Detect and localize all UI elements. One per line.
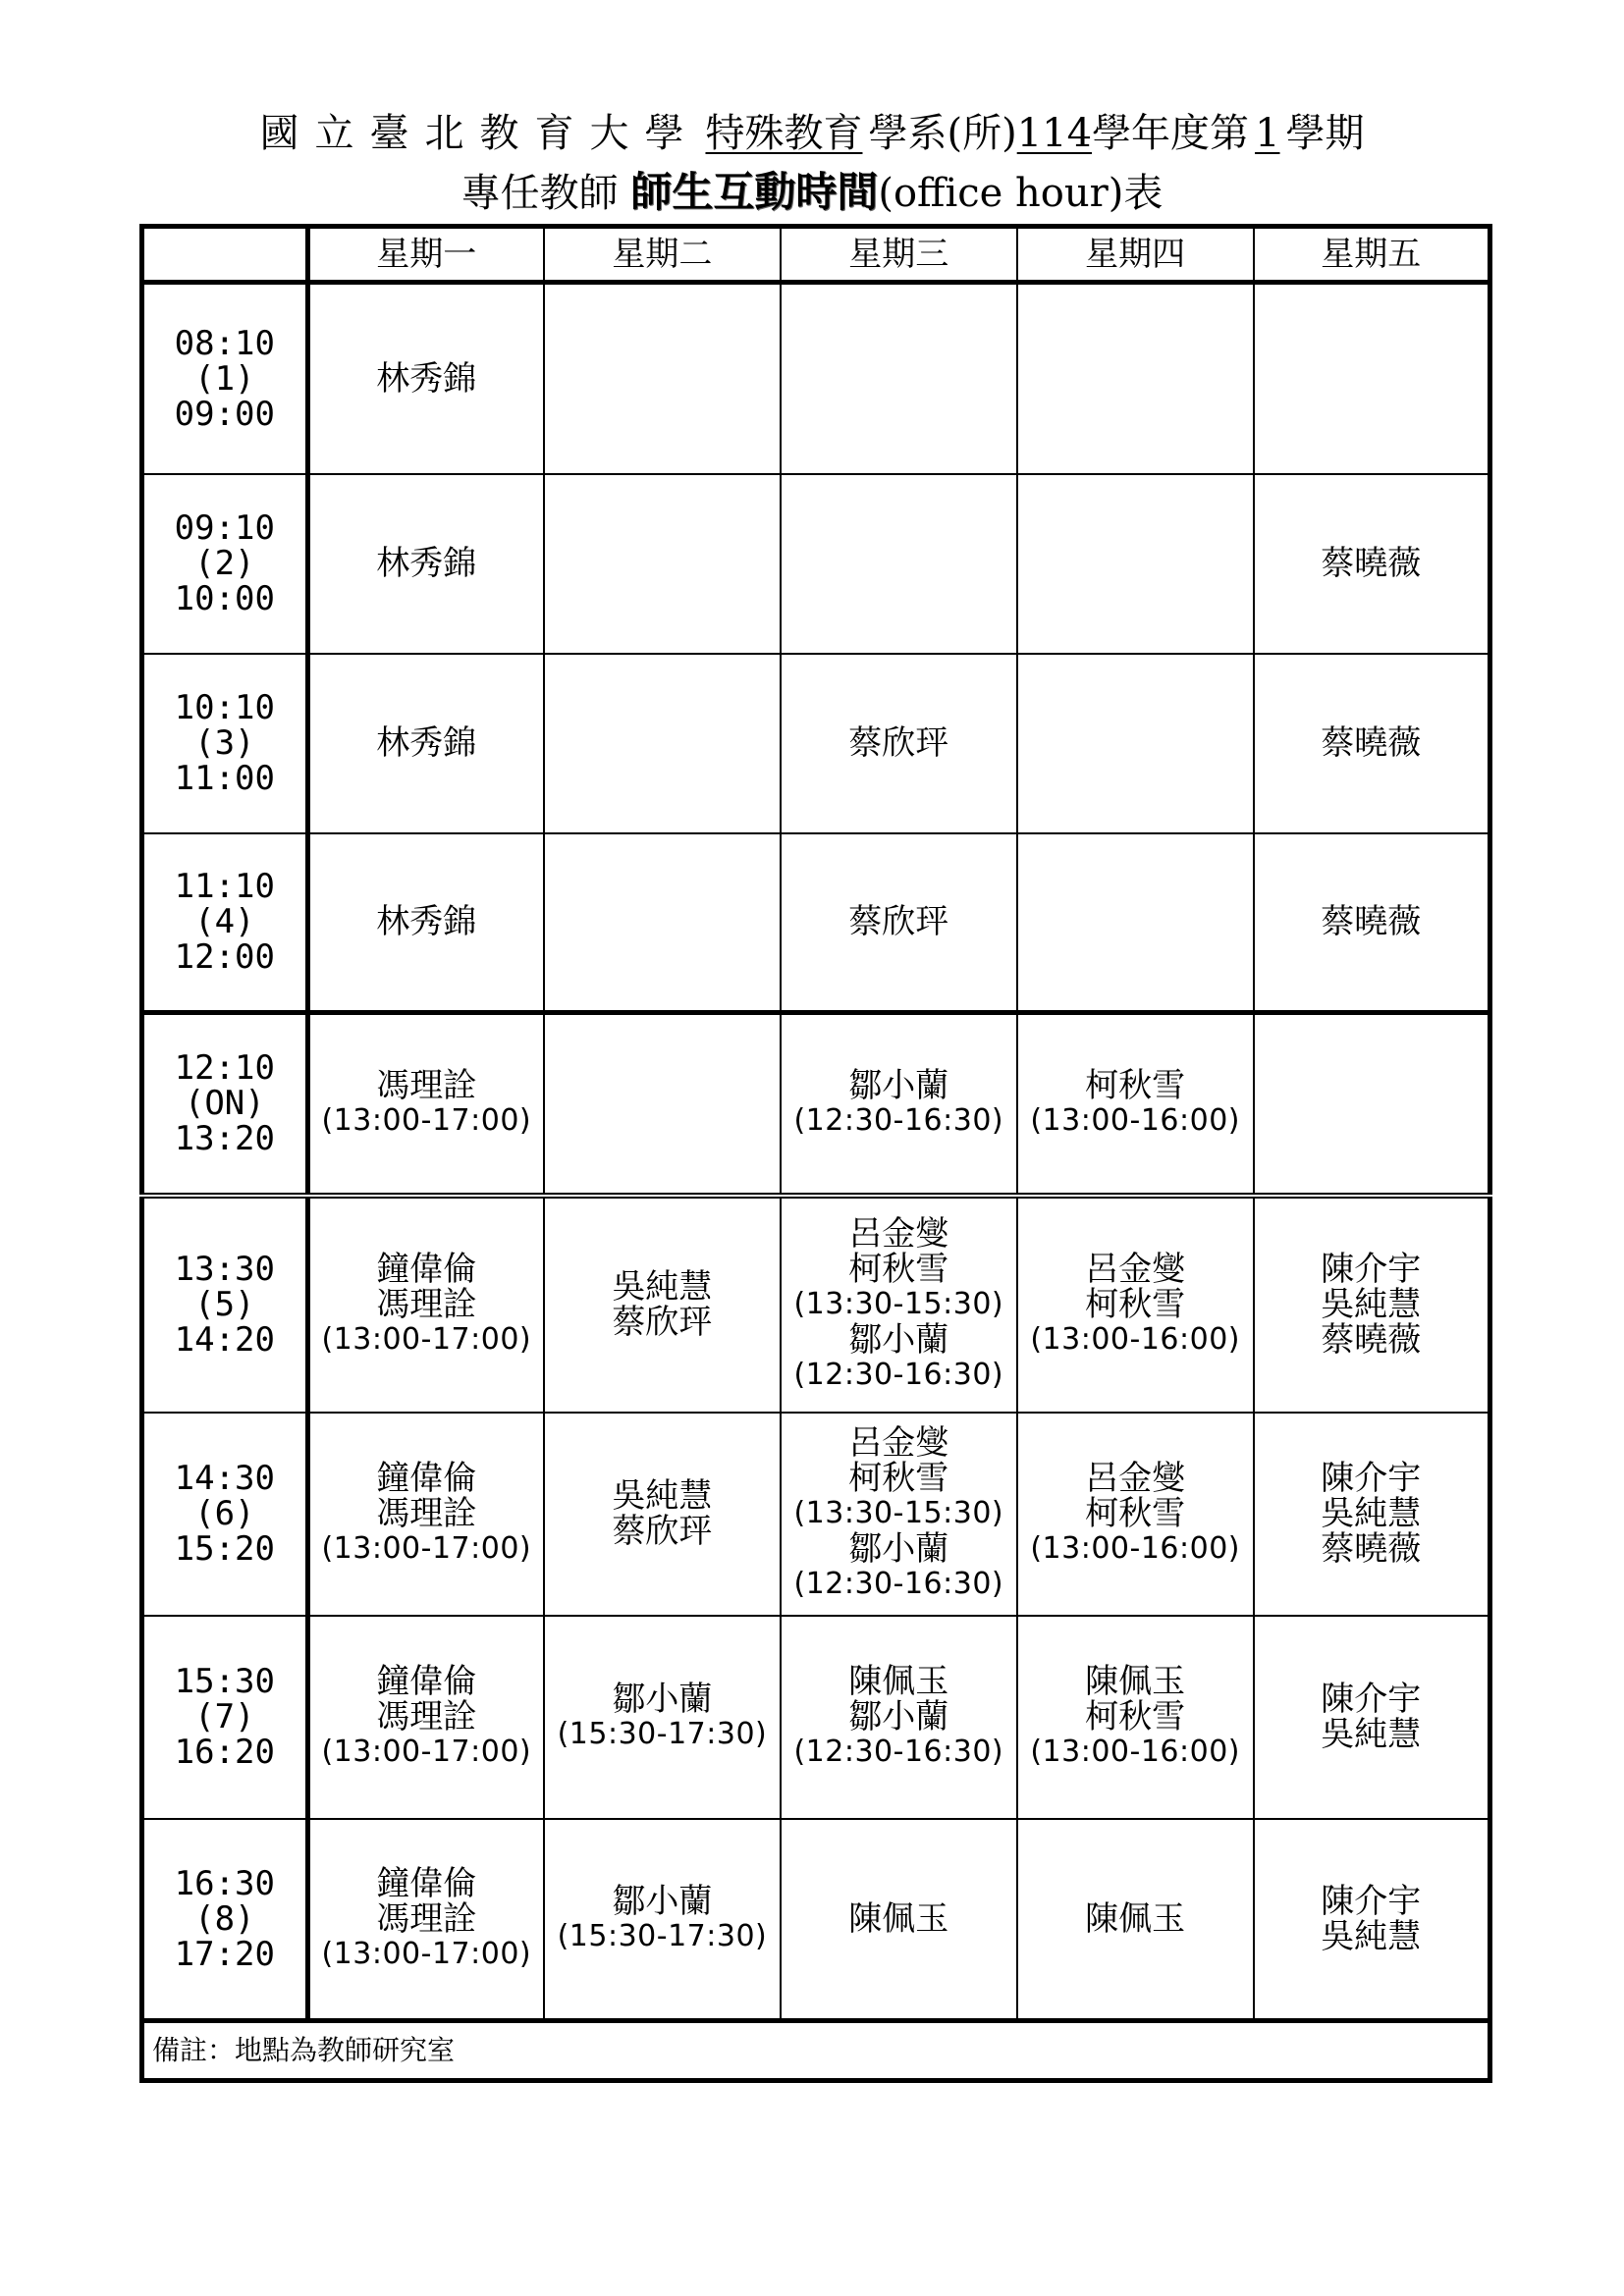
teacher-name: 陳佩玉 <box>848 1662 949 1701</box>
time-range: (13:00-16:00) <box>1030 1735 1240 1769</box>
schedule-cell-tue <box>544 654 781 833</box>
office-hour-table <box>139 224 1492 2083</box>
schedule-cell-tue <box>544 474 781 654</box>
note-text: 備註：地點為教師研究室 <box>142 2021 1490 2081</box>
time-range: (12:30-16:30) <box>793 1358 1004 1392</box>
time-start: 08:10 <box>174 323 275 363</box>
teacher-name: 鄒小蘭 <box>848 1697 949 1736</box>
teacher-name: 吳純慧 <box>612 1267 713 1307</box>
time-range: (13:00-17:00) <box>321 1735 532 1769</box>
time-end: 13:20 <box>174 1119 275 1159</box>
time-period: (ON) <box>184 1084 265 1124</box>
title-suffix: 表 <box>1123 171 1164 216</box>
schedule-cell-wed <box>781 283 1017 474</box>
schedule-cell-thu <box>1017 1616 1254 1819</box>
teacher-name: 吳純慧 <box>1321 1285 1422 1324</box>
teacher-name: 鄒小蘭 <box>848 1529 949 1569</box>
time-end: 17:20 <box>174 1934 275 1974</box>
time-range: (15:30-17:30) <box>557 1918 768 1953</box>
teacher-name: 陳介宇 <box>1321 1459 1422 1498</box>
day-header-fri: 星期五 <box>1254 227 1490 283</box>
schedule-cell-mon <box>307 654 544 833</box>
schedule-cell-tue <box>544 283 781 474</box>
teacher-name: 呂金燮 <box>1085 1459 1186 1498</box>
time-range: (13:00-16:00) <box>1030 1531 1240 1566</box>
time-range: (12:30-16:30) <box>793 1103 1004 1139</box>
time-end: 14:20 <box>174 1320 275 1360</box>
time-end: 09:00 <box>174 394 275 434</box>
teacher-name: 柯秋雪 <box>1085 1697 1186 1736</box>
schedule-cell-thu <box>1017 654 1254 833</box>
schedule-cell-wed <box>781 1413 1017 1616</box>
teacher-name: 蔡欣玶 <box>612 1303 713 1342</box>
time-period: (2) <box>194 544 255 583</box>
note-row <box>142 2021 1490 2081</box>
time-end: 12:00 <box>174 937 275 978</box>
time-slot-cell <box>142 1616 308 1819</box>
time-range: (13:30-15:30) <box>793 1496 1004 1530</box>
teacher-name: 鄒小蘭 <box>848 1320 949 1360</box>
schedule-cell-wed <box>781 1616 1017 1819</box>
table-row <box>142 474 1490 654</box>
teacher-name: 蔡曉薇 <box>1321 902 1422 942</box>
schedule-cell-fri <box>1254 1616 1490 1819</box>
schedule-cell-mon <box>307 1196 544 1413</box>
schedule-cell-tue <box>544 1819 781 2021</box>
schedule-cell-thu <box>1017 474 1254 654</box>
time-period: (1) <box>194 358 255 399</box>
schedule-cell-fri <box>1254 1013 1490 1196</box>
table-row <box>142 1819 1490 2021</box>
teacher-name: 陳介宇 <box>1321 1250 1422 1289</box>
schedule-cell-mon <box>307 833 544 1013</box>
semester: 1 <box>1255 111 1280 156</box>
teacher-name: 柯秋雪 <box>848 1250 949 1289</box>
day-header-wed: 星期三 <box>781 227 1017 283</box>
teacher-name: 鐘偉倫 <box>376 1250 477 1289</box>
time-slot-cell <box>142 654 308 833</box>
teacher-name: 鐘偉倫 <box>376 1662 477 1701</box>
office-hour-english: (office hour) <box>878 171 1124 216</box>
teacher-name: 陳佩玉 <box>848 1898 949 1939</box>
teacher-name: 林秀錦 <box>376 902 477 942</box>
teacher-name: 蔡曉薇 <box>1321 1529 1422 1569</box>
time-end: 10:00 <box>174 579 275 618</box>
time-slot-cell <box>142 1196 308 1413</box>
schedule-cell-mon <box>307 1616 544 1819</box>
title-line-2 <box>0 167 1624 219</box>
schedule-cell-wed <box>781 1819 1017 2021</box>
schedule-cell-wed <box>781 833 1017 1013</box>
academic-year: 114 <box>1016 111 1093 156</box>
time-range: (13:00-17:00) <box>321 1322 532 1357</box>
schedule-cell-fri <box>1254 1196 1490 1413</box>
time-start: 15:30 <box>174 1662 275 1701</box>
schedule-cell-mon <box>307 474 544 654</box>
teacher-name: 鄒小蘭 <box>848 1066 949 1106</box>
time-range: (13:30-15:30) <box>793 1287 1004 1321</box>
teacher-name: 林秀錦 <box>376 544 477 583</box>
schedule-cell-tue <box>544 1413 781 1616</box>
schedule-cell-thu <box>1017 833 1254 1013</box>
time-period: (8) <box>194 1898 255 1939</box>
year-suffix: 學年度第 <box>1092 111 1250 156</box>
teacher-name: 吳純慧 <box>612 1476 713 1516</box>
time-slot-cell <box>142 1413 308 1616</box>
time-start: 09:10 <box>174 508 275 548</box>
schedule-cell-tue <box>544 833 781 1013</box>
teacher-name: 陳介宇 <box>1321 1881 1422 1921</box>
role-label: 專任教師 <box>460 171 619 216</box>
teacher-name: 柯秋雪 <box>848 1459 949 1498</box>
teacher-name: 吳純慧 <box>1321 1494 1422 1533</box>
school-name: 國立臺北教育大學 <box>259 111 700 156</box>
teacher-name: 蔡欣玶 <box>848 723 949 763</box>
teacher-name: 林秀錦 <box>376 723 477 763</box>
teacher-name: 蔡曉薇 <box>1321 544 1422 583</box>
schedule-cell-mon <box>307 1819 544 2021</box>
time-start: 16:30 <box>174 1863 275 1903</box>
time-slot-cell <box>142 833 308 1013</box>
teacher-name: 鄒小蘭 <box>612 1680 713 1719</box>
teacher-name: 鐘偉倫 <box>376 1459 477 1498</box>
title-line-1 <box>0 108 1624 159</box>
semester-suffix: 學期 <box>1285 111 1365 156</box>
table-row <box>142 1196 1490 1413</box>
time-slot-cell <box>142 283 308 474</box>
time-slot-cell <box>142 1013 308 1196</box>
table-body <box>142 283 1490 2021</box>
schedule-cell-fri <box>1254 283 1490 474</box>
teacher-name: 馮理詮 <box>376 1494 477 1533</box>
office-hour-title: 師生互動時間 <box>630 168 879 216</box>
schedule-cell-fri <box>1254 1819 1490 2021</box>
teacher-name: 呂金燮 <box>848 1423 949 1463</box>
table-row <box>142 1013 1490 1196</box>
teacher-name: 呂金燮 <box>848 1214 949 1254</box>
teacher-name: 馮理詮 <box>376 1066 477 1106</box>
schedule-cell-tue <box>544 1013 781 1196</box>
time-start: 10:10 <box>174 688 275 727</box>
time-range: (13:00-17:00) <box>321 1936 532 1971</box>
schedule-cell-thu <box>1017 1413 1254 1616</box>
table-header-row <box>142 227 1490 283</box>
day-header-thu: 星期四 <box>1017 227 1254 283</box>
time-start: 12:10 <box>174 1048 275 1089</box>
table-row <box>142 1616 1490 1819</box>
schedule-cell-thu <box>1017 1013 1254 1196</box>
time-end: 11:00 <box>174 759 275 798</box>
schedule-cell-mon <box>307 1413 544 1616</box>
time-range: (13:00-17:00) <box>321 1103 532 1139</box>
time-range: (13:00-16:00) <box>1030 1322 1240 1357</box>
schedule-cell-thu <box>1017 1196 1254 1413</box>
time-header-cell <box>142 227 308 283</box>
time-period: (3) <box>194 723 255 763</box>
time-range: (15:30-17:30) <box>557 1717 768 1751</box>
schedule-cell-thu <box>1017 1819 1254 2021</box>
time-start: 11:10 <box>174 867 275 907</box>
time-period: (4) <box>194 902 255 942</box>
teacher-name: 馮理詮 <box>376 1697 477 1736</box>
schedule-cell-mon <box>307 1013 544 1196</box>
time-period: (6) <box>194 1494 255 1533</box>
time-period: (5) <box>194 1285 255 1324</box>
schedule-cell-fri <box>1254 1413 1490 1616</box>
department-suffix: 學系(所) <box>868 111 1017 156</box>
teacher-name: 吳純慧 <box>1321 1715 1422 1754</box>
time-slot-cell <box>142 474 308 654</box>
schedule-cell-thu <box>1017 283 1254 474</box>
schedule-cell-tue <box>544 1196 781 1413</box>
time-start: 14:30 <box>174 1459 275 1498</box>
teacher-name: 蔡曉薇 <box>1321 1320 1422 1360</box>
department-name: 特殊教育 <box>705 111 863 156</box>
time-range: (13:00-16:00) <box>1030 1103 1240 1139</box>
teacher-name: 柯秋雪 <box>1085 1494 1186 1533</box>
teacher-name: 陳佩玉 <box>1085 1898 1186 1939</box>
schedule-cell-fri <box>1254 654 1490 833</box>
schedule-cell-tue <box>544 1616 781 1819</box>
time-range: (12:30-16:30) <box>793 1567 1004 1601</box>
time-end: 16:20 <box>174 1733 275 1772</box>
time-end: 15:20 <box>174 1529 275 1569</box>
time-period: (7) <box>194 1697 255 1736</box>
schedule-cell-wed <box>781 474 1017 654</box>
time-start: 13:30 <box>174 1250 275 1289</box>
teacher-name: 馮理詮 <box>376 1285 477 1324</box>
teacher-name: 鄒小蘭 <box>612 1881 713 1921</box>
teacher-name: 陳佩玉 <box>1085 1662 1186 1701</box>
teacher-name: 呂金燮 <box>1085 1250 1186 1289</box>
teacher-name: 柯秋雪 <box>1085 1285 1186 1324</box>
teacher-name: 柯秋雪 <box>1085 1066 1186 1106</box>
schedule-cell-fri <box>1254 474 1490 654</box>
teacher-name: 鐘偉倫 <box>376 1863 477 1903</box>
schedule-cell-wed <box>781 654 1017 833</box>
teacher-name: 蔡欣玶 <box>848 902 949 942</box>
schedule-cell-fri <box>1254 833 1490 1013</box>
teacher-name: 蔡欣玶 <box>612 1512 713 1551</box>
teacher-name: 馮理詮 <box>376 1898 477 1939</box>
table-row <box>142 283 1490 474</box>
table-row <box>142 833 1490 1013</box>
table-row <box>142 654 1490 833</box>
teacher-name: 蔡曉薇 <box>1321 723 1422 763</box>
table-row <box>142 1413 1490 1616</box>
teacher-name: 陳介宇 <box>1321 1680 1422 1719</box>
day-header-tue: 星期二 <box>544 227 781 283</box>
teacher-name: 吳純慧 <box>1321 1916 1422 1956</box>
teacher-name: 林秀錦 <box>376 358 477 399</box>
time-slot-cell <box>142 1819 308 2021</box>
day-header-mon: 星期一 <box>307 227 544 283</box>
schedule-cell-wed <box>781 1196 1017 1413</box>
schedule-cell-mon <box>307 283 544 474</box>
schedule-cell-wed <box>781 1013 1017 1196</box>
time-range: (13:00-17:00) <box>321 1531 532 1566</box>
time-range: (12:30-16:30) <box>793 1735 1004 1769</box>
